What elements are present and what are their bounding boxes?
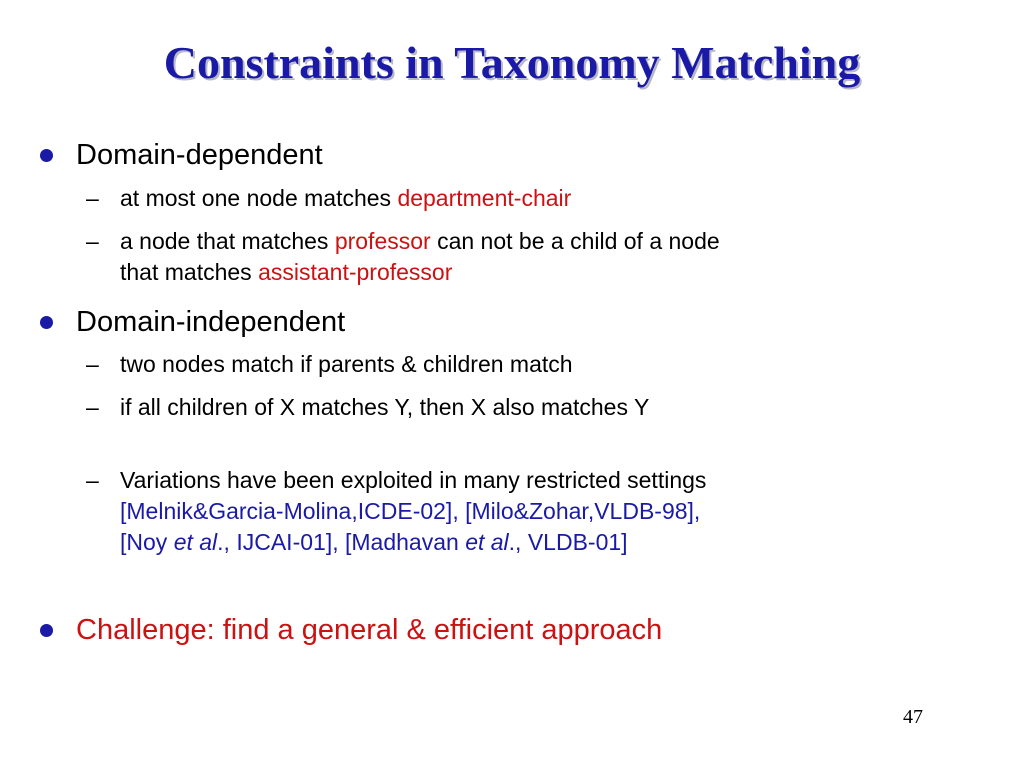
dash-icon: – (86, 228, 99, 254)
sub-bullet-text: two nodes match if parents & children match (120, 351, 573, 377)
citation-line-1: [Melnik&Garcia-Molina,ICDE-02], [Milo&Zohar,VLDB-98], (120, 498, 701, 524)
sub-bullet-line-2 (120, 257, 720, 288)
citation-text: [Noy (120, 529, 174, 555)
sub-bullet-line-1 (120, 226, 720, 257)
sub-bullet-text (120, 226, 720, 288)
citation-em: et al (465, 529, 509, 555)
dash-icon: – (86, 467, 99, 493)
challenge-text: Challenge: find a general & efficient approach (76, 614, 663, 646)
sub-bullet-text (120, 465, 706, 558)
citation-em: et al (173, 529, 218, 555)
sub-bullet-plain: a node that matches (120, 228, 335, 254)
citation-text: ., VLDB-01] (508, 529, 628, 555)
dash-icon: – (86, 185, 99, 211)
sub-bullet-plain: at most one node matches (120, 185, 398, 211)
sub-bullet-text: if all children of X matches Y, then X also matches Y (120, 394, 650, 420)
sub-bullet-line-1: Variations have been exploited in many restricted settings (120, 467, 707, 493)
bullet-icon (40, 624, 53, 637)
highlight-term: department-chair (397, 185, 572, 211)
bullet-icon (40, 316, 53, 329)
slide-title: Constraints in Taxonomy Matching (163, 37, 861, 88)
sub-bullet-plain: can not be a child of a node (430, 228, 720, 254)
bullet-heading: Domain-dependent (76, 139, 323, 171)
sub-bullet-plain: that matches (120, 259, 259, 285)
bullet-heading: Domain-independent (76, 306, 346, 338)
highlight-term: professor (334, 228, 431, 254)
dash-icon: – (86, 351, 99, 377)
highlight-term: assistant-professor (258, 259, 453, 285)
dash-icon: – (86, 394, 99, 420)
citation-line-2 (120, 527, 706, 558)
bullet-icon (40, 149, 53, 162)
page-number: 47 (903, 706, 923, 728)
sub-bullet-text (120, 183, 571, 214)
citation-text: ., IJCAI-01], [Madhavan (217, 529, 466, 555)
